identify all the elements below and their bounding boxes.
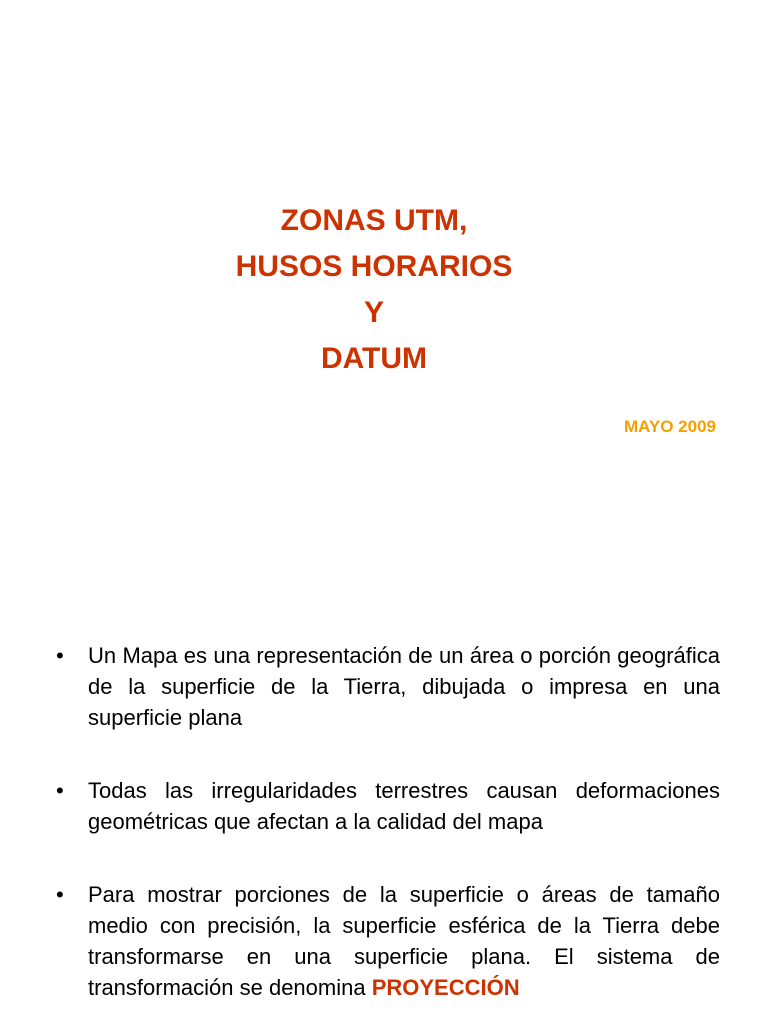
date-label: MAYO 2009 <box>624 417 716 436</box>
bullet-item-1 <box>56 640 720 733</box>
highlight-term: PROYECCIÓN <box>371 975 520 1000</box>
bullet-item-3 <box>56 879 720 1003</box>
bullet-list <box>56 640 720 1024</box>
bullet-text-container <box>88 879 720 1003</box>
title-block <box>0 198 748 382</box>
title-line-3: Y <box>363 296 384 329</box>
bullet-marker: • <box>56 643 64 668</box>
bullet-marker: • <box>56 882 64 907</box>
title-line-4: DATUM <box>320 342 428 375</box>
title-line-2: HUSOS HORARIOS <box>235 250 513 283</box>
bullet-text: Para mostrar porciones de la superficie o áreas de tamaño medio con precisión, la superficie esférica de la Tierra debe transformarse en una superficie plana. El sistema de transformación se denomina <box>88 882 720 1000</box>
bullet-text: Un Mapa es una representación de un área o porción geográfica de la superficie de la Tierra, dibujada o impresa en una superficie plana <box>88 643 720 730</box>
bullet-marker: • <box>56 778 64 803</box>
bullet-item-2 <box>56 775 720 837</box>
title-line-1: ZONAS UTM, <box>280 204 468 237</box>
bullet-text: Todas las irregularidades terrestres causan deformaciones geométricas que afectan a la calidad del mapa <box>88 778 720 834</box>
